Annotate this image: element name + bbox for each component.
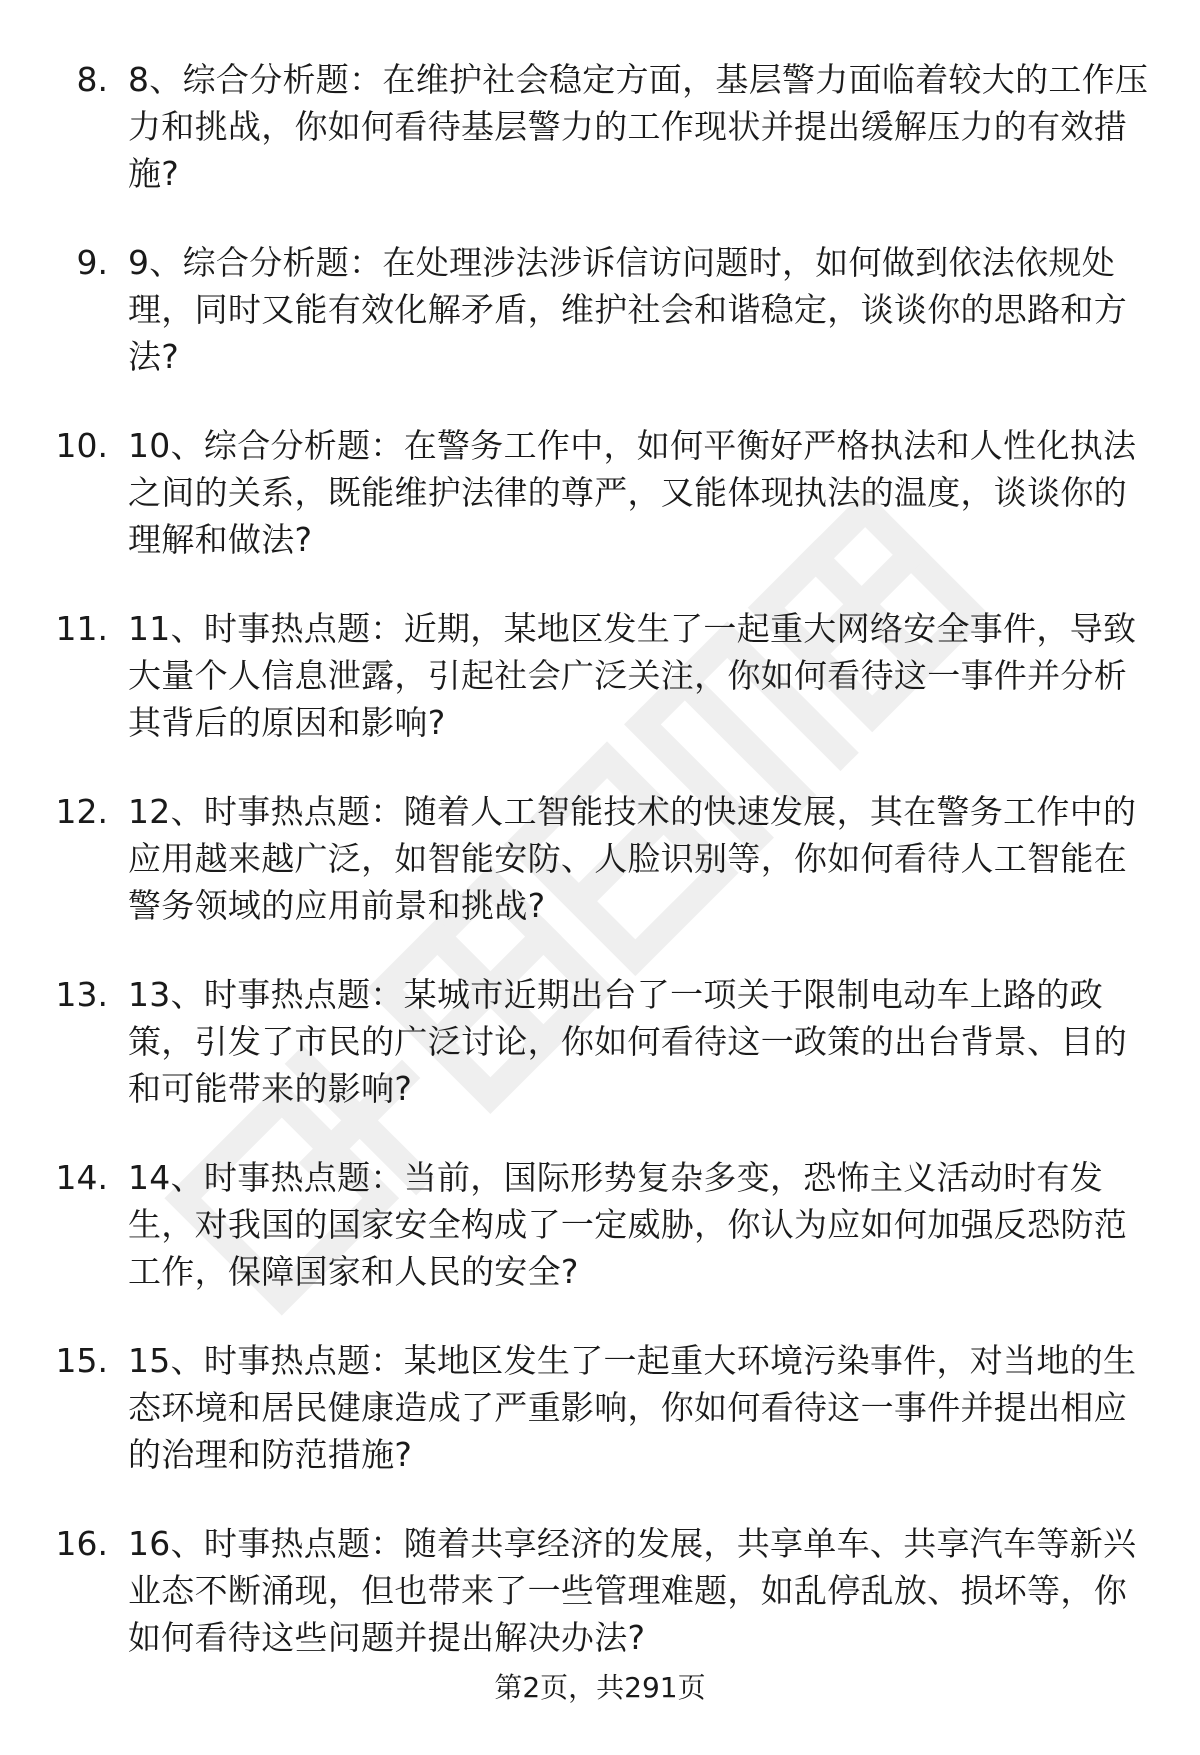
question-number: 15. — [55, 1341, 108, 1380]
question-number: 11. — [55, 609, 108, 648]
question-item-12 — [0, 788, 1200, 929]
question-number: 14. — [55, 1158, 108, 1197]
question-list — [0, 56, 1200, 1703]
question-number: 16. — [55, 1524, 108, 1563]
question-item-16 — [0, 1520, 1200, 1661]
question-item-11 — [0, 605, 1200, 746]
question-item-14 — [0, 1154, 1200, 1295]
question-item-15 — [0, 1337, 1200, 1478]
page-footer — [0, 1668, 1200, 1708]
question-number: 8. — [76, 60, 108, 99]
question-text: 8、综合分析题：在维护社会稳定方面，基层警力面临着较大的工作压力和挑战，你如何看待基层警力的工作现状并提出缓解压力的有效措施? — [128, 60, 1149, 193]
question-text: 10、综合分析题：在警务工作中，如何平衡好严格执法和人性化执法之间的关系，既能维护法律的尊严，又能体现执法的温度，谈谈你的理解和做法? — [128, 426, 1137, 559]
question-text: 12、时事热点题：随着人工智能技术的快速发展，其在警务工作中的应用越来越广泛，如智能安防、人脸识别等，你如何看待人工智能在警务领域的应用前景和挑战? — [128, 792, 1137, 925]
question-text: 16、时事热点题：随着共享经济的发展，共享单车、共享汽车等新兴业态不断涌现，但也带来了一些管理难题，如乱停乱放、损坏等，你如何看待这些问题并提出解决办法? — [128, 1524, 1137, 1657]
question-text: 15、时事热点题：某地区发生了一起重大环境污染事件，对当地的生态环境和居民健康造成了严重影响，你如何看待这一事件并提出相应的治理和防范措施? — [128, 1341, 1137, 1474]
question-item-13 — [0, 971, 1200, 1112]
question-number: 12. — [55, 792, 108, 831]
question-number: 13. — [55, 975, 108, 1014]
question-item-10 — [0, 422, 1200, 563]
question-text: 11、时事热点题：近期，某地区发生了一起重大网络安全事件，导致大量个人信息泄露，引起社会广泛关注，你如何看待这一事件并分析其背后的原因和影响? — [128, 609, 1137, 742]
page-number-label: 第2页，共291页 — [494, 1671, 706, 1704]
question-item-8 — [0, 56, 1200, 197]
question-item-9 — [0, 239, 1200, 380]
question-text: 9、综合分析题：在处理涉法涉诉信访问题时，如何做到依法依规处理，同时又能有效化解矛盾，维护社会和谐稳定，谈谈你的思路和方法? — [128, 243, 1127, 376]
question-number: 10. — [55, 426, 108, 465]
question-number: 9. — [76, 243, 108, 282]
question-text: 13、时事热点题：某城市近期出台了一项关于限制电动车上路的政策，引发了市民的广泛讨论，你如何看待这一政策的出台背景、目的和可能带来的影响? — [128, 975, 1127, 1108]
question-text: 14、时事热点题：当前，国际形势复杂多变，恐怖主义活动时有发生，对我国的国家安全构成了一定威胁，你认为应如何加强反恐防范工作，保障国家和人民的安全? — [128, 1158, 1127, 1291]
